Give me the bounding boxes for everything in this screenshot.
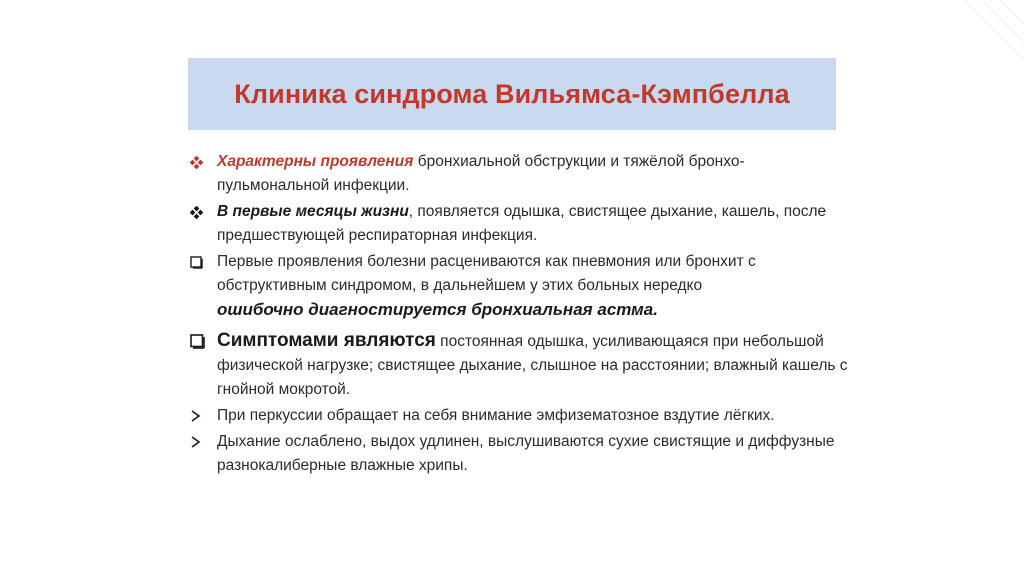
arrowhead-bullet-icon bbox=[190, 430, 210, 454]
list-item bbox=[190, 250, 850, 323]
title-banner bbox=[188, 58, 836, 130]
arrowhead-bullet-icon bbox=[190, 404, 210, 428]
diamond-dots-bullet-icon bbox=[190, 200, 210, 224]
item-lead: Симптомами являются bbox=[217, 330, 436, 351]
list-item bbox=[190, 150, 850, 198]
item-text: постоянная одышка, усиливающаяся при небольшой физической нагрузке; свистящее дыхание, слышное на расстоянии; влажный кашель с гнойной мокротой. bbox=[217, 333, 848, 398]
list-item bbox=[190, 200, 850, 248]
item-lead: Характерны проявления bbox=[217, 153, 414, 170]
item-text: , появляется одышка, свистящее дыхание, кашель, после предшествующей респираторная инфекция. bbox=[217, 203, 827, 244]
item-text: При перкуссии обращает на себя внимание эмфизематозное вздутие лёгких. bbox=[217, 407, 775, 424]
checkbox-bullet-icon bbox=[190, 250, 210, 274]
slide-title: Клиника синдрома Вильямса-Кэмпбелла bbox=[234, 78, 790, 109]
item-text: Первые проявления болезни расцениваются как пневмония или бронхит с обструктивным синдромом, в дальнейшем у этих больных нередко bbox=[217, 253, 756, 294]
list-item bbox=[190, 430, 850, 478]
item-emphasis: ошибочно диагностируется бронхиальная астма. bbox=[217, 300, 658, 319]
diamond-dots-bullet-icon bbox=[190, 150, 210, 174]
list-item bbox=[190, 329, 850, 402]
list-item bbox=[190, 404, 850, 428]
checkbox-bullet-icon bbox=[190, 329, 210, 353]
corner-decoration bbox=[954, 0, 1024, 70]
item-lead: В первые месяцы жизни bbox=[217, 203, 409, 220]
item-text: Дыхание ослаблено, выдох удлинен, выслушиваются сухие свистящие и диффузные разнокалиберные влажные хрипы. bbox=[217, 433, 835, 474]
slide-content bbox=[190, 150, 850, 480]
item-text: бронхиальной обструкции и тяжёлой бронхо-пульмональной инфекции. bbox=[217, 153, 745, 194]
